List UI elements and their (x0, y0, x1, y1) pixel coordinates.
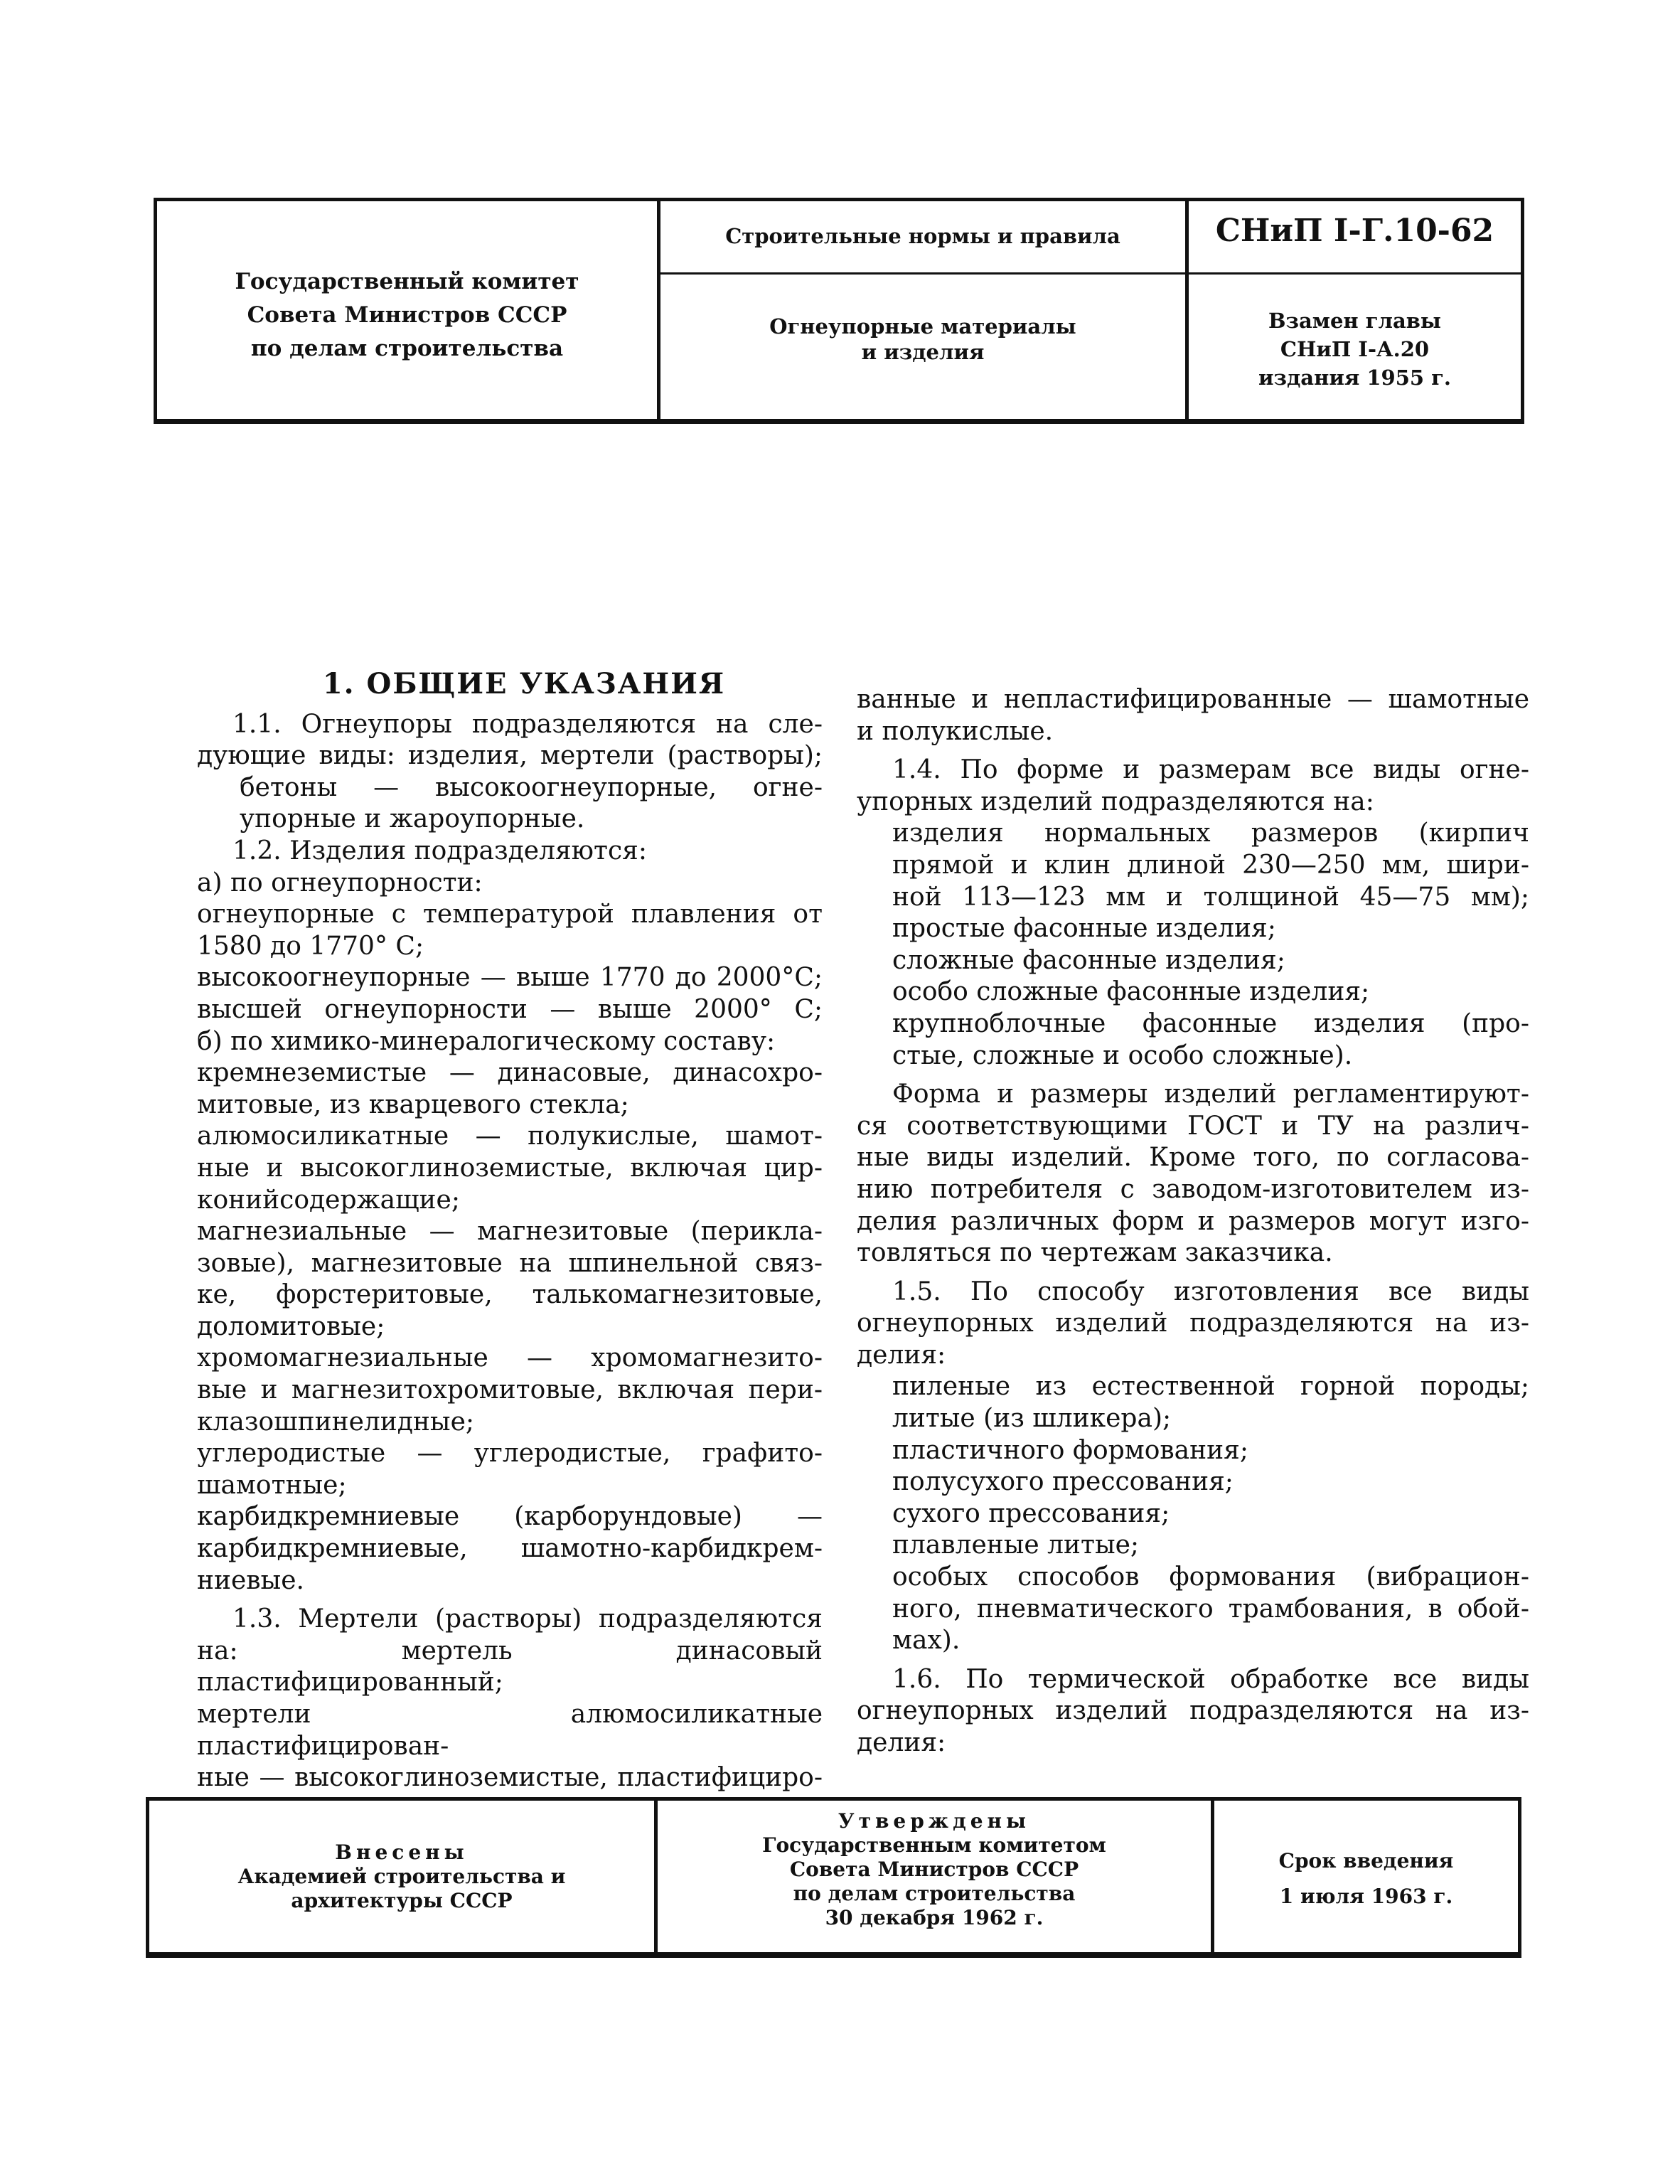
approved-line: 30 декабря 1962 г. (825, 1906, 1044, 1929)
approved-line: Государственным комитетом (762, 1833, 1106, 1857)
divider (660, 272, 1185, 275)
list-item: сложные фасонные изделия; (892, 945, 1285, 975)
replaces-line: СНиП I-А.20 (1280, 337, 1430, 361)
paragraph-line: на: мертель динасовый пластифицированный; (197, 1636, 823, 1698)
effective-line: 1 июля 1963 г. (1279, 1885, 1453, 1908)
approved-cell (658, 1801, 1214, 1952)
right-column (857, 684, 1529, 1759)
doc-title-line: и изделия (861, 340, 985, 364)
effective-text (1214, 1843, 1518, 1914)
list-item: карбидкремниевые (карборундовые) — (197, 1502, 823, 1532)
replaces-note (1189, 307, 1521, 392)
committee-line: Совета Министров СССР (247, 302, 567, 328)
effective-line: Срок введения (1278, 1849, 1454, 1873)
paragraph-line: делия: (857, 1728, 946, 1757)
list-item: высокоогнеупорные — выше 1770 до 2000°С; (197, 963, 823, 993)
list-item: ке, форстеритовые, талькомагнезитовые, (197, 1280, 823, 1310)
committee-line: по делам строительства (250, 336, 564, 361)
list-item: ные и высокоглиноземистые, включая цир- (197, 1153, 823, 1183)
list-item: стые, сложные и особо сложные). (892, 1040, 1353, 1070)
list-item: пластичного формования; (892, 1435, 1248, 1465)
replaces-line: издания 1955 г. (1258, 366, 1452, 390)
introduced-text (149, 1841, 654, 1913)
list-item: вые и магнезитохромитовые, включая пери- (197, 1375, 823, 1405)
code-cell (1189, 201, 1521, 419)
list-item: мах). (892, 1626, 961, 1656)
paragraph-line: бетоны — высокоогнеупорные, огне- (240, 772, 823, 802)
approved-line: Совета Министров СССР (789, 1858, 1079, 1881)
list-item: доломитовые; (197, 1311, 385, 1341)
approved-text (658, 1809, 1211, 1930)
paragraph-line: упорные и жароупорные. (240, 804, 585, 834)
paragraph-line: товляться по чертежам заказчика. (857, 1238, 1333, 1268)
list-item: простые фасонные изделия; (892, 914, 1276, 944)
paragraph-line: нию потребителя с заводом-изготовителем из- (857, 1174, 1529, 1204)
paragraph-line: и полукислые. (857, 716, 1054, 746)
list-item: ного, пневматического трамбования, в обой- (892, 1594, 1529, 1624)
list-item: высшей огнеупорности — выше 2000° С; (197, 994, 823, 1024)
paragraph-line: 1.6. По термической обработке все виды (892, 1664, 1529, 1694)
list-title: б) по химико-минералогическому составу: (197, 1026, 776, 1056)
divider (1189, 272, 1521, 275)
doc-title (660, 314, 1185, 365)
paragraph-line: 1.5. По способу изготовления все виды (892, 1277, 1529, 1306)
header-table (154, 198, 1524, 424)
paragraph-line: 1.2. Изделия подразделяются: (232, 836, 647, 865)
introduced-cell (149, 1801, 658, 1952)
list-item: карбидкремниевые, шамотно-карбидкрем- (197, 1534, 823, 1564)
list-item: конийсодержащие; (197, 1185, 460, 1215)
list-item: плавленые литые; (892, 1530, 1140, 1560)
list-item: крупноблочные фасонные изделия (про- (892, 1008, 1529, 1038)
list-item: митовые, из кварцевого стекла; (197, 1090, 629, 1119)
list-item: 1580 до 1770° С; (197, 931, 424, 961)
paragraph-line: ные — высокоглиноземистые, пластифициро- (197, 1763, 823, 1793)
title-cell (660, 201, 1189, 419)
footer-table (146, 1797, 1521, 1958)
section-heading: 1. ОБЩИЕ УКАЗАНИЯ (322, 667, 726, 701)
doc-title-line: Огнеупорные материалы (769, 314, 1076, 339)
norms-label: Строительные нормы и правила (725, 224, 1120, 248)
list-item: особых способов формования (вибрацион- (892, 1562, 1529, 1592)
list-item: углеродистые — углеродистые, графито- (197, 1439, 823, 1469)
list-item: пиленые из естественной горной породы; (892, 1372, 1529, 1402)
list-item: литые (из шликера); (892, 1404, 1172, 1434)
committee-cell (157, 201, 660, 419)
paragraph-line: мертели алюмосиликатные пластифицирован- (197, 1700, 823, 1761)
introduced-line: Академией строительства и (237, 1865, 566, 1888)
paragraph-line: 1.3. Мертели (растворы) подразделяются (232, 1604, 823, 1634)
list-item: ной 113—123 мм и толщиной 45—75 мм); (892, 882, 1529, 912)
list-title: а) по огнеупорности: (197, 868, 483, 897)
paragraph-line: дующие виды: изделия, мертели (растворы); (197, 741, 823, 771)
paragraph-line: Форма и размеры изделий регламентируют- (892, 1080, 1529, 1109)
list-item: хромомагнезиальные — хромомагнезито- (197, 1343, 823, 1373)
paragraph-line: 1.4. По форме и размерам все виды огне- (892, 755, 1529, 785)
paragraph-line: 1.1. Огнеупоры подразделяются на сле- (232, 709, 823, 739)
list-item: магнезиальные — магнезитовые (перикла- (197, 1217, 823, 1247)
paragraph-line: делия: (857, 1340, 946, 1370)
list-item: огнеупорные с температурой плавления от (197, 900, 823, 929)
effective-cell (1214, 1801, 1518, 1952)
replaces-line: Взамен главы (1268, 309, 1441, 333)
committee-line: Государственный комитет (235, 269, 579, 294)
approved-line: по делам строительства (793, 1882, 1076, 1905)
paragraph-line: огнеупорных изделий подразделяются на из- (857, 1309, 1529, 1338)
committee-text (157, 265, 657, 366)
introduced-line: архитектуры СССР (291, 1889, 513, 1912)
list-item: сухого прессования; (892, 1498, 1170, 1528)
paragraph-line: ся соответствующими ГОСТ и ТУ на различ- (857, 1111, 1529, 1141)
left-column (197, 668, 823, 1794)
list-item: клазошпинелидные; (197, 1407, 475, 1437)
list-item: особо сложные фасонные изделия; (892, 977, 1370, 1007)
list-item: кремнеземистые — динасовые, динасохро- (197, 1058, 823, 1088)
list-item: прямой и клин длиной 230—250 мм, шири- (892, 850, 1529, 880)
list-item: зовые), магнезитовые на шпинельной связ- (197, 1248, 823, 1278)
list-item: ниевые. (197, 1565, 304, 1595)
paragraph-line: огнеупорных изделий подразделяются на из- (857, 1696, 1529, 1726)
paragraph-line: ванные и непластифицированные — шамотные (857, 685, 1529, 714)
list-item: изделия нормальных размеров (кирпич (892, 819, 1529, 848)
doc-code: СНиП I-Г.10-62 (1215, 213, 1494, 249)
introduced-line: Внесены (335, 1841, 469, 1864)
list-item: шамотные; (197, 1470, 347, 1500)
paragraph-line: ные виды изделий. Кроме того, по согласова- (857, 1143, 1529, 1173)
paragraph-line: упорных изделий подразделяются на: (857, 787, 1374, 816)
approved-line: Утверждены (838, 1809, 1031, 1833)
paragraph-line: делия различных форм и размеров могут изго- (857, 1206, 1529, 1236)
list-item: полусухого прессования; (892, 1467, 1234, 1497)
list-item: алюмосиликатные — полукислые, шамот- (197, 1122, 823, 1151)
